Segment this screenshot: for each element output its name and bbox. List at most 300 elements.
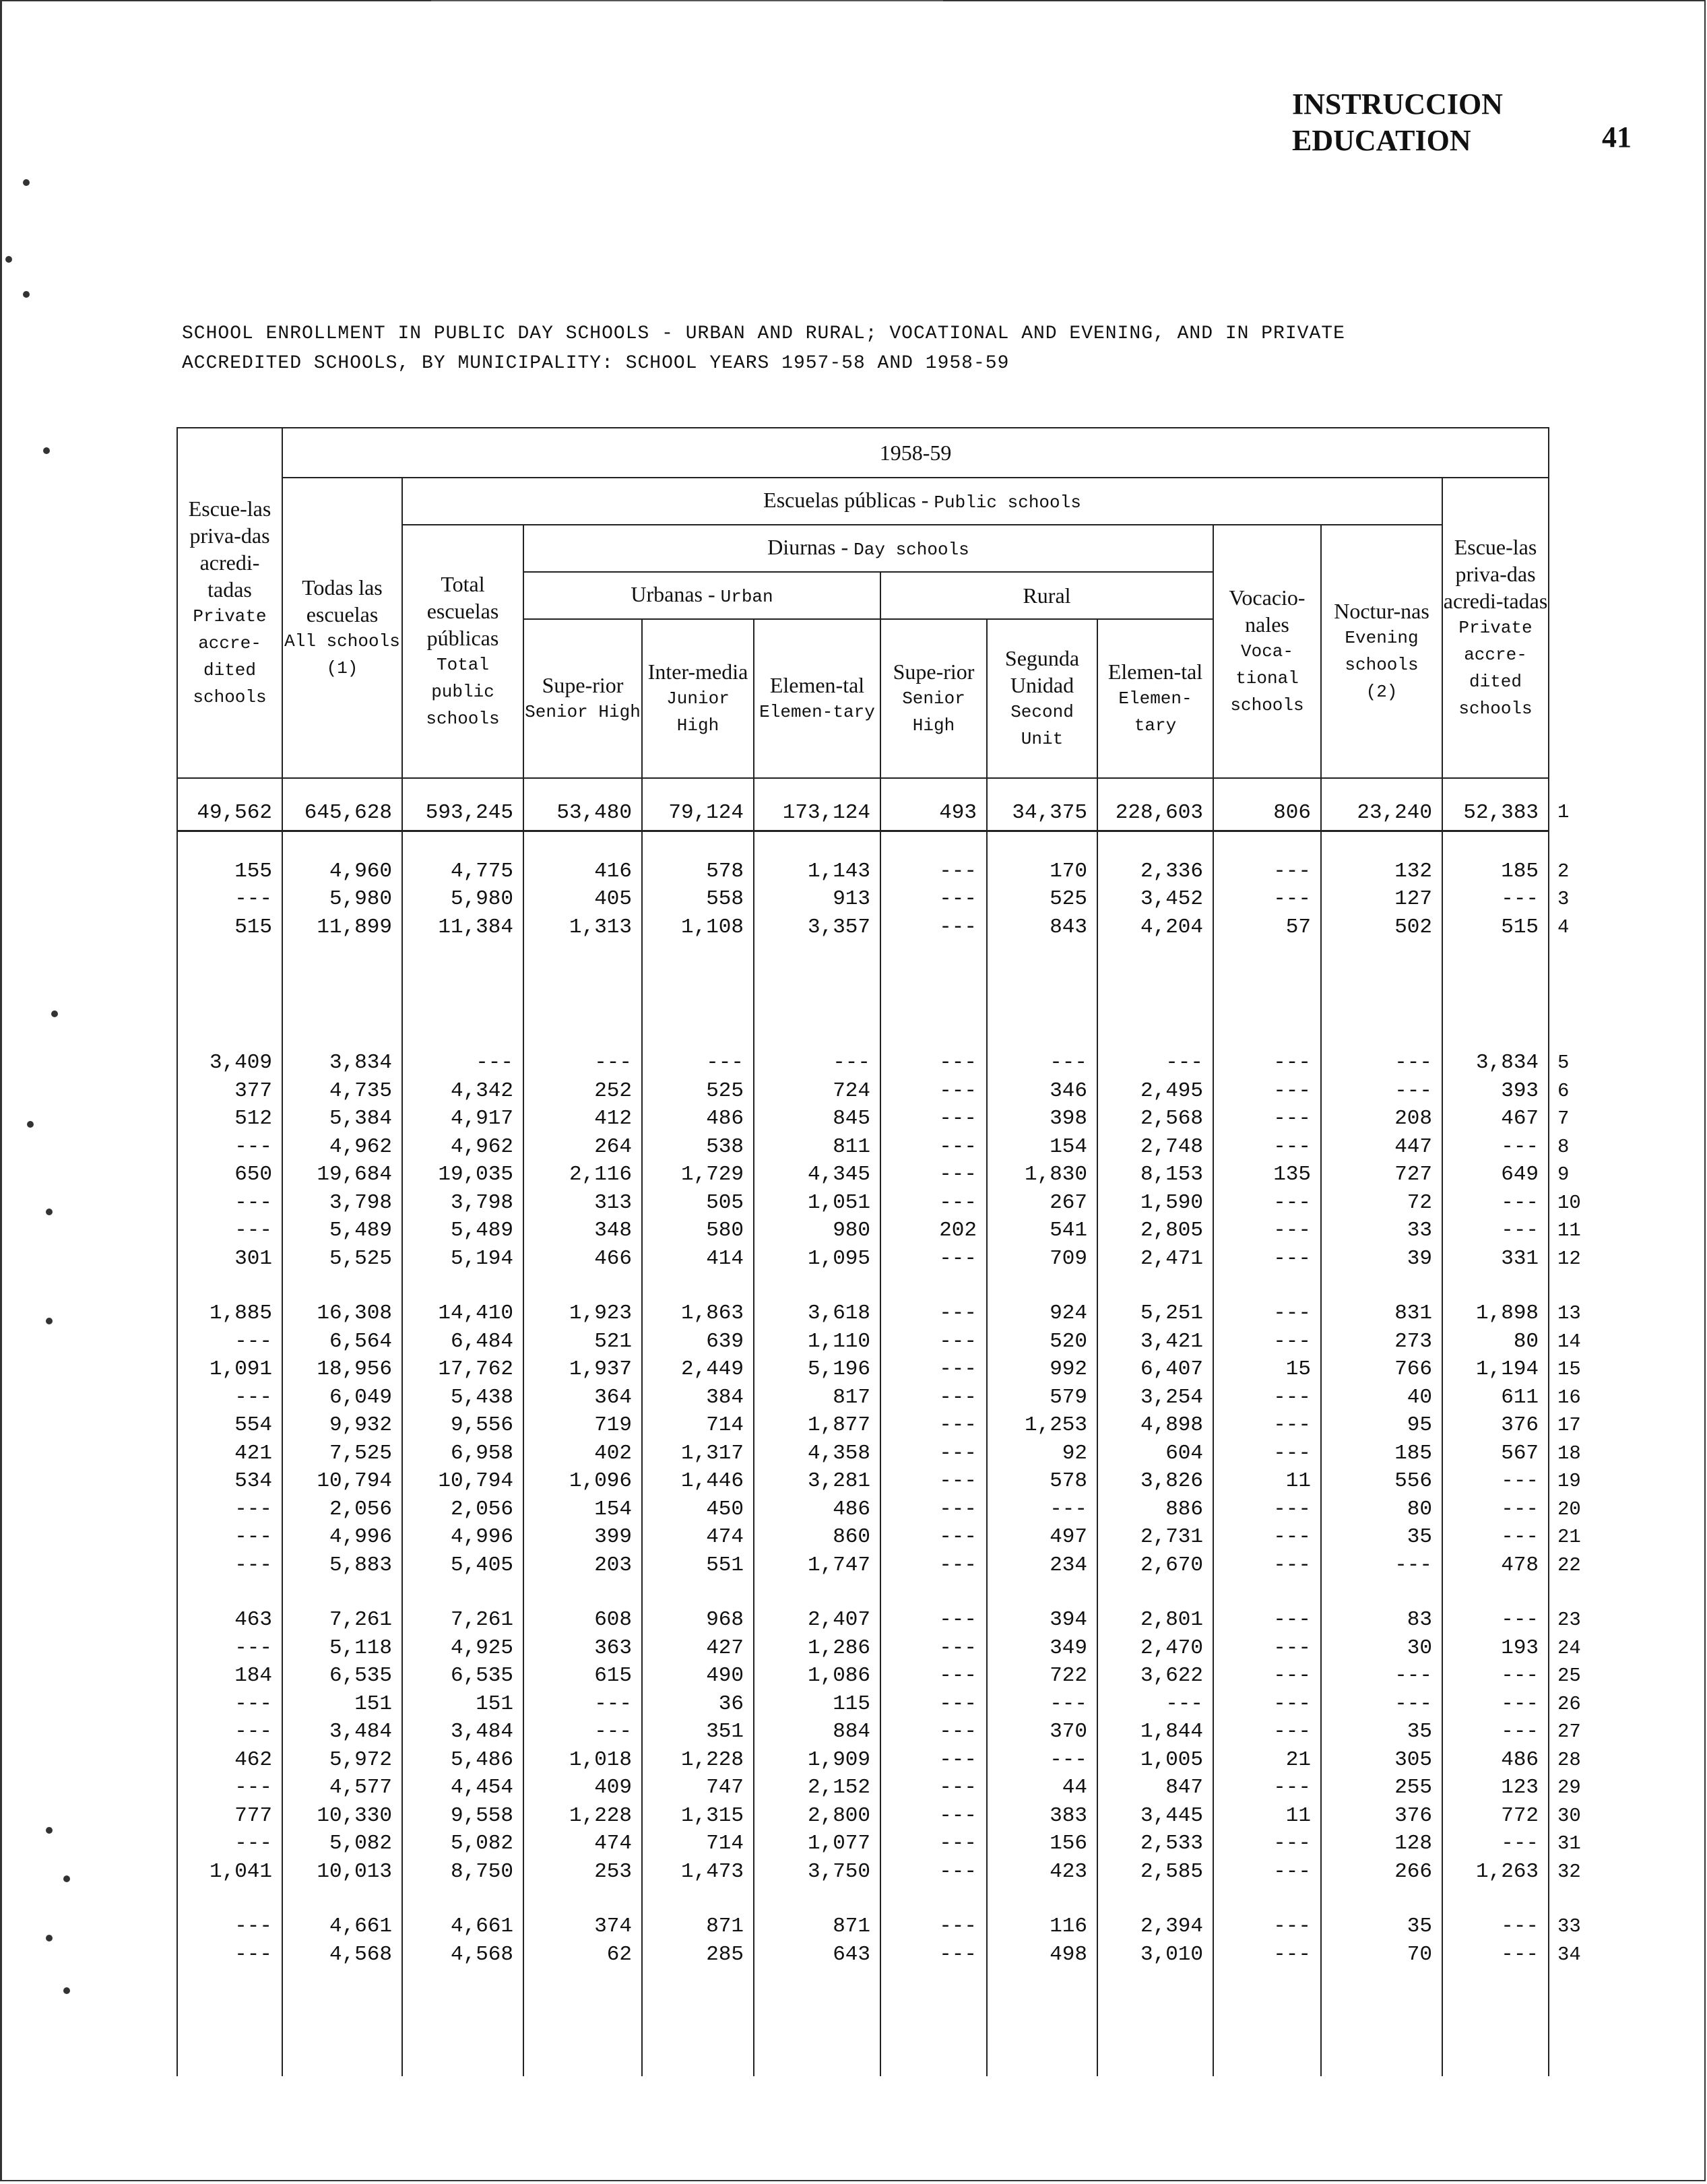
table-cell: 35: [1321, 1718, 1442, 1746]
table-cell: ---: [880, 1384, 987, 1412]
row-spacer: [177, 1886, 1627, 1913]
table-cell: ---: [880, 1328, 987, 1356]
margin-speck: [5, 256, 12, 263]
table-cell: 1,844: [1097, 1718, 1213, 1746]
table-cell: ---: [1213, 1913, 1321, 1941]
urban-en: Urban: [720, 587, 773, 607]
table-cell: 541: [987, 1217, 1097, 1245]
row-number: 7: [1557, 1107, 1570, 1130]
table-row: [177, 1858, 1627, 1886]
table-cell: 884: [754, 1718, 880, 1746]
table-cell: 4,568: [402, 1941, 523, 1969]
table-cell: 3,421: [1097, 1328, 1213, 1356]
table-cell: 376: [1442, 1411, 1549, 1440]
table-cell: 1,885: [177, 1299, 282, 1328]
table-cell: 255: [1321, 1774, 1442, 1802]
table-cell: 2,495: [1097, 1077, 1213, 1105]
col-all-header: [282, 478, 402, 778]
table-cell: 5,489: [282, 1217, 402, 1245]
table-cell: 1,263: [1442, 1858, 1549, 1886]
table-cell: 6,484: [402, 1328, 523, 1356]
table-cell: 512: [177, 1105, 282, 1133]
col-rural-superior-es: Supe-rior: [893, 660, 975, 684]
table-cell: 115: [754, 1690, 880, 1719]
table-row: [177, 1189, 1627, 1217]
table-cell: 3,445: [1097, 1802, 1213, 1830]
urban-header: Urbanas - Urban: [523, 572, 880, 619]
table-cell: 860: [754, 1523, 880, 1551]
table-cell: ---: [1442, 1718, 1549, 1746]
table-cell: 9,932: [282, 1411, 402, 1440]
row-number: 32: [1557, 1860, 1581, 1883]
table-cell: 556: [1321, 1467, 1442, 1496]
table-cell: 185: [1442, 858, 1549, 886]
table-cell: 709: [987, 1245, 1097, 1273]
table-cell: ---: [1442, 1217, 1549, 1245]
table-cell: 35: [1321, 1523, 1442, 1551]
table-cell: ---: [880, 858, 987, 886]
table-cell: ---: [1213, 1077, 1321, 1105]
table-cell: 1,898: [1442, 1299, 1549, 1328]
table-cell: 2,152: [754, 1774, 880, 1802]
table-cell: 498: [987, 1941, 1097, 1969]
table-cell: 580: [642, 1217, 754, 1245]
table-cell: 208: [1321, 1105, 1442, 1133]
table-cell: 502: [1321, 913, 1442, 942]
table-cell: 266: [1321, 1858, 1442, 1886]
table-cell: ---: [177, 1384, 282, 1412]
table-cell: 6,049: [282, 1384, 402, 1412]
table-cell: 5,118: [282, 1634, 402, 1663]
table-cell: 5,405: [402, 1551, 523, 1580]
table-cell: 2,568: [1097, 1105, 1213, 1133]
table-row: [177, 1551, 1627, 1580]
table-cell: 817: [754, 1384, 880, 1412]
table-cell: ---: [880, 1718, 987, 1746]
table-cell: 4,454: [402, 1774, 523, 1802]
col-evening-en: Evening schools: [1345, 628, 1419, 675]
table-cell: 5,525: [282, 1245, 402, 1273]
table-cell: 615: [523, 1662, 642, 1690]
table-cell: ---: [1213, 1299, 1321, 1328]
table-cell: 4,775: [402, 858, 523, 886]
table-cell: 1,863: [642, 1299, 754, 1328]
table-cell: ---: [1442, 1690, 1549, 1719]
table-cell: ---: [177, 1551, 282, 1580]
table-cell: 3,409: [177, 1049, 282, 1077]
total-row: [177, 778, 1627, 831]
table-cell: 34,375: [987, 778, 1097, 831]
row-spacer: [177, 1273, 1627, 1299]
table-cell: 1,018: [523, 1746, 642, 1774]
table-cell: 5,384: [282, 1105, 402, 1133]
table-row: [177, 1217, 1627, 1245]
table-cell: ---: [1213, 1189, 1321, 1217]
table-cell: 3,622: [1097, 1662, 1213, 1690]
table-cell: ---: [523, 1718, 642, 1746]
margin-speck: [51, 1010, 58, 1017]
table-row: [177, 1496, 1627, 1524]
table-cell: 724: [754, 1077, 880, 1105]
top-edge-line: [431, 0, 943, 1]
table-cell: 1,729: [642, 1161, 754, 1189]
col-vocational-es: Vocacio-nales: [1229, 585, 1306, 637]
table-cell: 5,082: [402, 1830, 523, 1858]
table-cell: 10,794: [282, 1467, 402, 1496]
table-cell: 3,826: [1097, 1467, 1213, 1496]
table-cell: 11: [1213, 1802, 1321, 1830]
margin-speck: [46, 1935, 53, 1941]
col-all-note: (1): [326, 658, 358, 678]
table-cell: 1,143: [754, 858, 880, 886]
table-cell: 6,535: [282, 1662, 402, 1690]
table-cell: 714: [642, 1830, 754, 1858]
table-cell: 49,562: [177, 778, 282, 831]
table-cell: 558: [642, 885, 754, 913]
table-cell: ---: [1213, 1384, 1321, 1412]
col-evening-header: [1321, 525, 1442, 778]
table-cell: ---: [880, 1551, 987, 1580]
table-cell: 4,204: [1097, 913, 1213, 942]
table-cell: 376: [1321, 1802, 1442, 1830]
table-cell: ---: [1213, 1105, 1321, 1133]
table-cell: 831: [1321, 1299, 1442, 1328]
table-cell: 264: [523, 1133, 642, 1161]
table-cell: ---: [1213, 1523, 1321, 1551]
col-vocational-header: [1213, 525, 1321, 778]
table-row: [177, 1467, 1627, 1496]
table-cell: 7,261: [282, 1606, 402, 1634]
table-row: [177, 1690, 1627, 1719]
table-cell: ---: [880, 1467, 987, 1496]
table-cell: ---: [880, 1746, 987, 1774]
row-number: 29: [1557, 1776, 1581, 1799]
table-cell: ---: [1213, 1941, 1321, 1969]
table-cell: 70: [1321, 1941, 1442, 1969]
table-cell: 3,834: [282, 1049, 402, 1077]
table-cell: ---: [1213, 1830, 1321, 1858]
table-cell: ---: [1321, 1049, 1442, 1077]
table-cell: 1,108: [642, 913, 754, 942]
table-cell: 405: [523, 885, 642, 913]
table-cell: 19,035: [402, 1161, 523, 1189]
table-cell: 10,013: [282, 1858, 402, 1886]
table-cell: 1,937: [523, 1355, 642, 1384]
col-urban-intermedia-en: Junior High: [666, 688, 730, 736]
table-cell: 202: [880, 1217, 987, 1245]
table-cell: 567: [1442, 1440, 1549, 1468]
table-cell: 538: [642, 1133, 754, 1161]
table-cell: ---: [880, 1774, 987, 1802]
table-cell: 1,086: [754, 1662, 880, 1690]
table-cell: 53,480: [523, 778, 642, 831]
table-cell: 968: [642, 1606, 754, 1634]
table-cell: 747: [642, 1774, 754, 1802]
row-spacer: [177, 1579, 1627, 1606]
table-cell: 806: [1213, 778, 1321, 831]
margin-speck: [63, 1875, 70, 1882]
table-cell: ---: [1442, 1189, 1549, 1217]
table-cell: 416: [523, 858, 642, 886]
table-cell: 766: [1321, 1355, 1442, 1384]
table-row: [177, 1913, 1627, 1941]
table-cell: 33: [1321, 1217, 1442, 1245]
row-number: 30: [1557, 1804, 1581, 1827]
table-cell: ---: [880, 1662, 987, 1690]
table-row: [177, 1328, 1627, 1356]
table-cell: 331: [1442, 1245, 1549, 1273]
table-cell: 30: [1321, 1634, 1442, 1663]
urban-es: Urbanas: [631, 582, 703, 606]
table-row: [177, 1606, 1627, 1634]
table-cell: ---: [177, 1830, 282, 1858]
table-cell: 2,470: [1097, 1634, 1213, 1663]
table-cell: ---: [880, 885, 987, 913]
table-cell: 3,452: [1097, 885, 1213, 913]
table-cell: 80: [1321, 1496, 1442, 1524]
page-number: 41: [1602, 121, 1632, 154]
table-cell: 154: [523, 1496, 642, 1524]
table-row: [177, 858, 1627, 886]
col-private-header: [1442, 478, 1549, 778]
col-private-en: Private accre-dited schools: [1458, 618, 1533, 719]
table-cell: 845: [754, 1105, 880, 1133]
table-cell: 649: [1442, 1161, 1549, 1189]
table-cell: 497: [987, 1523, 1097, 1551]
table-cell: 92: [987, 1440, 1097, 1468]
table-cell: 234: [987, 1551, 1097, 1580]
table-cell: ---: [880, 1913, 987, 1941]
table-cell: ---: [880, 1161, 987, 1189]
table-cell: 394: [987, 1606, 1097, 1634]
table-cell: 3,010: [1097, 1941, 1213, 1969]
table-cell: ---: [880, 1133, 987, 1161]
table-cell: 2,801: [1097, 1606, 1213, 1634]
table-cell: 486: [754, 1496, 880, 1524]
table-cell: 643: [754, 1941, 880, 1969]
table-cell: 19,684: [282, 1161, 402, 1189]
col-urban-intermedia-es: Inter-media: [647, 660, 748, 684]
table-cell: 10,794: [402, 1467, 523, 1496]
row-number: 21: [1557, 1526, 1581, 1548]
table-cell: 608: [523, 1606, 642, 1634]
table-cell: 719: [523, 1411, 642, 1440]
table-cell: 57: [1213, 913, 1321, 942]
row-spacer: [177, 1968, 1627, 2076]
table-cell: 11,384: [402, 913, 523, 942]
table-cell: 72: [1321, 1189, 1442, 1217]
table-cell: 578: [987, 1467, 1097, 1496]
table-cell: 79,124: [642, 778, 754, 831]
margin-speck: [23, 291, 30, 298]
table-cell: 16,308: [282, 1299, 402, 1328]
table-cell: ---: [1442, 1606, 1549, 1634]
table-cell: 5,082: [282, 1830, 402, 1858]
table-cell: 467: [1442, 1105, 1549, 1133]
col-evening-es: Noctur-nas: [1334, 599, 1429, 623]
table-cell: 5,251: [1097, 1299, 1213, 1328]
row-number: 23: [1557, 1609, 1581, 1631]
table-cell: 1,095: [754, 1245, 880, 1273]
table-cell: ---: [1213, 1718, 1321, 1746]
row-number: 20: [1557, 1498, 1581, 1520]
table-cell: 184: [177, 1662, 282, 1690]
table-cell: 1,041: [177, 1858, 282, 1886]
table-cell: 3,357: [754, 913, 880, 942]
table-cell: ---: [880, 1355, 987, 1384]
table-cell: 490: [642, 1662, 754, 1690]
table-cell: ---: [177, 1913, 282, 1941]
table-cell: 15: [1213, 1355, 1321, 1384]
table-cell: ---: [1213, 1634, 1321, 1663]
table-title-line-2: ACCREDITED SCHOOLS, BY MUNICIPALITY: SCHOOL YEARS 1957-58 AND 1958-59: [182, 353, 1010, 374]
row-number: 28: [1557, 1748, 1581, 1771]
section-title-en: EDUCATION: [1292, 124, 1471, 157]
row-spacer: [177, 831, 1627, 858]
table-cell: 21: [1213, 1746, 1321, 1774]
table-cell: ---: [642, 1049, 754, 1077]
table-cell: ---: [987, 1690, 1097, 1719]
table-cell: 1,473: [642, 1858, 754, 1886]
table-cell: 228,603: [1097, 778, 1213, 831]
table-cell: ---: [1213, 885, 1321, 913]
table-cell: ---: [177, 885, 282, 913]
table-cell: 383: [987, 1802, 1097, 1830]
table-cell: 5,972: [282, 1746, 402, 1774]
table-cell: 5,980: [402, 885, 523, 913]
table-cell: 4,898: [1097, 1411, 1213, 1440]
table-cell: 1,253: [987, 1411, 1097, 1440]
table-cell: 847: [1097, 1774, 1213, 1802]
table-cell: 374: [523, 1913, 642, 1941]
table-cell: 843: [987, 913, 1097, 942]
col-private-es: Escue-las priva-das acredi-tadas: [1443, 535, 1548, 613]
col-urban-elemental-en: Elemen-tary: [759, 702, 875, 722]
row-number: 15: [1557, 1358, 1581, 1380]
table-cell: 578: [642, 858, 754, 886]
margin-speck: [63, 1987, 70, 1994]
table-cell: 62: [523, 1941, 642, 1969]
table-cell: ---: [754, 1049, 880, 1077]
table-title: [182, 319, 1345, 379]
table-cell: ---: [1097, 1690, 1213, 1719]
table-cell: 579: [987, 1384, 1097, 1412]
table-cell: 3,618: [754, 1299, 880, 1328]
table-row: [177, 1384, 1627, 1412]
table-cell: 992: [987, 1355, 1097, 1384]
table-cell: 4,661: [282, 1913, 402, 1941]
table-cell: 170: [987, 858, 1097, 886]
table-cell: ---: [1213, 858, 1321, 886]
table-cell: 3,834: [1442, 1049, 1549, 1077]
table-cell: ---: [1442, 885, 1549, 913]
margin-speck: [23, 179, 30, 186]
table-cell: 5,980: [282, 885, 402, 913]
table-cell: 1,830: [987, 1161, 1097, 1189]
table-cell: 5,438: [402, 1384, 523, 1412]
table-cell: 83: [1321, 1606, 1442, 1634]
table-cell: 2,056: [282, 1496, 402, 1524]
table-cell: 6,407: [1097, 1355, 1213, 1384]
row-number: 31: [1557, 1832, 1581, 1855]
table-cell: 2,336: [1097, 858, 1213, 886]
public-schools-es: Escuelas públicas: [763, 488, 916, 512]
public-schools-en: Public schools: [934, 492, 1081, 513]
table-cell: ---: [880, 1523, 987, 1551]
table-cell: 645,628: [282, 778, 402, 831]
day-schools-header: Diurnas - Day schools: [523, 525, 1213, 572]
table-cell: ---: [177, 1496, 282, 1524]
table-cell: ---: [1442, 1133, 1549, 1161]
table-cell: 525: [987, 885, 1097, 913]
table-cell: 4,345: [754, 1161, 880, 1189]
table-cell: 132: [1321, 858, 1442, 886]
table-row: [177, 1718, 1627, 1746]
table-cell: 39: [1321, 1245, 1442, 1273]
table-cell: 520: [987, 1328, 1097, 1356]
table-cell: 414: [642, 1245, 754, 1273]
table-row: [177, 1662, 1627, 1690]
col-evening-note: (2): [1365, 682, 1398, 702]
table-cell: 486: [642, 1105, 754, 1133]
table-cell: 1,909: [754, 1746, 880, 1774]
table-cell: ---: [177, 1133, 282, 1161]
table-cell: 2,670: [1097, 1551, 1213, 1580]
table-row: [177, 1161, 1627, 1189]
table-cell: ---: [177, 1774, 282, 1802]
row-number: 18: [1557, 1442, 1581, 1465]
table-cell: ---: [987, 1746, 1097, 1774]
table-cell: 4,358: [754, 1440, 880, 1468]
table-cell: 1,005: [1097, 1746, 1213, 1774]
table-cell: 474: [642, 1523, 754, 1551]
table-cell: 399: [523, 1523, 642, 1551]
row-number: 22: [1557, 1553, 1581, 1576]
col-rural-superior-header: [880, 619, 987, 778]
table-cell: 409: [523, 1774, 642, 1802]
rural-es: Rural: [1023, 583, 1071, 608]
table-cell: 2,407: [754, 1606, 880, 1634]
table-body: [177, 778, 1627, 2076]
table-cell: 17,762: [402, 1355, 523, 1384]
table-cell: 4,661: [402, 1913, 523, 1941]
col-total-public-en: Total public schools: [426, 655, 500, 729]
table-cell: ---: [1213, 1606, 1321, 1634]
col-urban-superior-header: [523, 619, 642, 778]
table-cell: 1,747: [754, 1551, 880, 1580]
table-cell: 1,923: [523, 1299, 642, 1328]
table-cell: 714: [642, 1411, 754, 1440]
table-cell: ---: [880, 1189, 987, 1217]
table-cell: ---: [1097, 1049, 1213, 1077]
table-cell: 2,805: [1097, 1217, 1213, 1245]
section-title-es: INSTRUCCION: [1292, 88, 1503, 121]
table-cell: 871: [642, 1913, 754, 1941]
table-cell: 305: [1321, 1746, 1442, 1774]
table-cell: 980: [754, 1217, 880, 1245]
table-cell: 1,091: [177, 1355, 282, 1384]
row-number-header: [1549, 428, 1627, 778]
col-private-prev-header: [177, 428, 282, 778]
margin-speck: [46, 1209, 53, 1215]
col-urban-elemental-es: Elemen-tal: [769, 673, 865, 697]
table-cell: 5,883: [282, 1551, 402, 1580]
table-cell: 1,194: [1442, 1355, 1549, 1384]
col-total-public-header: [402, 525, 523, 778]
table-cell: 5,486: [402, 1746, 523, 1774]
row-number: 25: [1557, 1665, 1581, 1687]
row-number: 2: [1557, 860, 1570, 882]
